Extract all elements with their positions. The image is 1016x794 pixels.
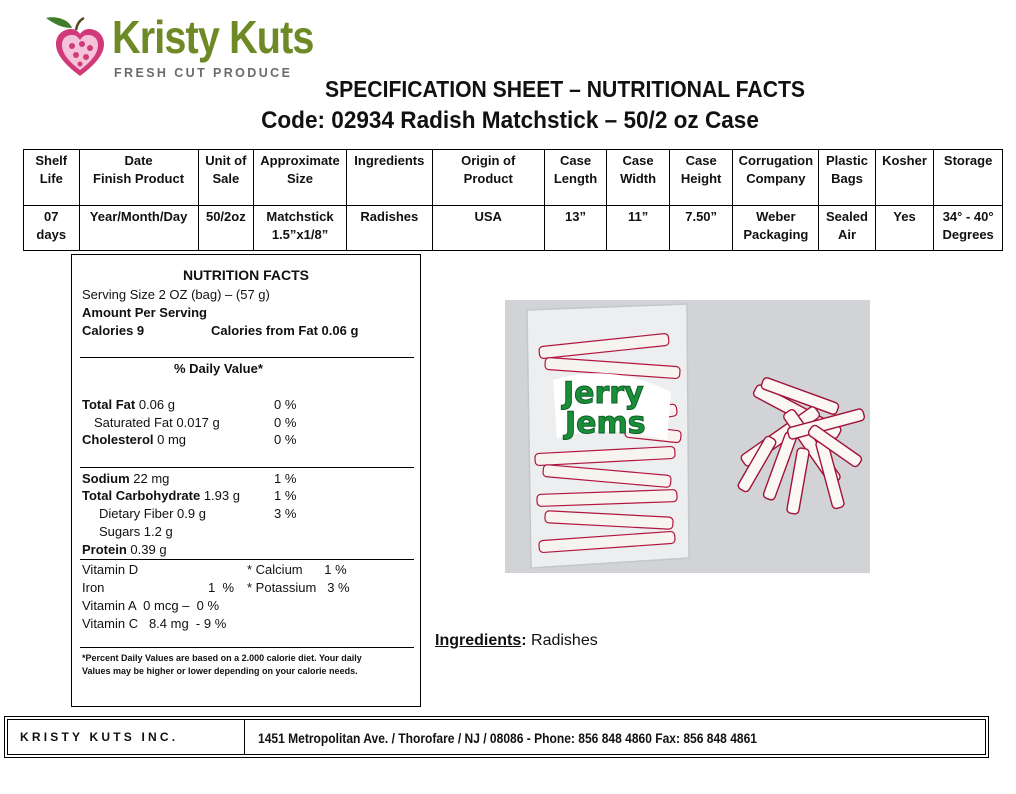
ingredients-value: Radishes <box>526 632 598 649</box>
spec-value-cell: 50/2oz <box>198 206 254 251</box>
saturated-fat: Saturated Fat 0.017 g <box>94 415 220 430</box>
total-carb-value: 1.93 g <box>200 488 240 503</box>
dietary-fiber-pct: 3 % <box>274 506 297 521</box>
ingredients-colon: : <box>521 632 527 649</box>
vitamin-d: Vitamin D <box>82 562 139 577</box>
divider <box>80 467 414 468</box>
calories-from-fat: Calories from Fat 0.06 g <box>211 323 359 338</box>
daily-value-header: % Daily Value* <box>174 361 263 376</box>
dietary-fiber: Dietary Fiber 0.9 g <box>99 506 206 521</box>
spec-header-cell: Plastic Bags <box>819 150 876 206</box>
spec-value-cell: 34° - 40° Degrees <box>934 206 1003 251</box>
total-carb-pct: 1 % <box>274 488 297 503</box>
heart-apple-icon <box>44 12 114 82</box>
product-photo <box>505 300 870 573</box>
sodium-value: 22 mg <box>129 471 170 486</box>
divider <box>80 357 414 358</box>
spec-value-cell: 7.50” <box>669 206 733 251</box>
calcium: * Calcium 1 % <box>247 562 347 577</box>
specification-table <box>23 149 1003 251</box>
protein-row <box>82 542 167 557</box>
protein-label: Protein <box>82 542 127 557</box>
spec-header-cell: Shelf Life <box>24 150 80 206</box>
saturated-fat-pct: 0 % <box>274 415 297 430</box>
spec-value-cell: USA <box>432 206 544 251</box>
spec-value-cell: Year/Month/Day <box>79 206 198 251</box>
spec-header-cell: Ingredients <box>346 150 432 206</box>
footer <box>7 719 986 755</box>
brand-tagline: FRESH CUT PRODUCE <box>114 66 293 80</box>
sodium-label: Sodium <box>82 471 130 486</box>
footnote-line-1: *Percent Daily Values are based on a 2.000 calorie diet. Your daily <box>82 653 362 663</box>
spec-value-cell: Yes <box>875 206 934 251</box>
total-carb-row <box>82 488 240 503</box>
divider <box>80 559 414 560</box>
serving-size: Serving Size 2 OZ (bag) – (57 g) <box>82 287 270 302</box>
total-carb-label: Total Carbohydrate <box>82 488 201 503</box>
spec-value-cell: 13” <box>544 206 607 251</box>
spec-value-cell: Sealed Air <box>819 206 876 251</box>
footer-company: KRISTY KUTS INC. <box>20 730 179 744</box>
spec-value-row <box>24 206 1003 251</box>
nutrition-title: NUTRITION FACTS <box>183 267 309 283</box>
vitamin-a: Vitamin A 0 mcg – 0 % <box>82 598 220 613</box>
spec-header-cell: Approximate Size <box>254 150 347 206</box>
total-fat-label: Total Fat <box>82 397 136 412</box>
footer-address: 1451 Metropolitan Ave. / Thorofare / NJ / 08086 - Phone: 856 848 4860 Fax: 856 848 4861 <box>258 730 758 746</box>
iron-pct: 1 % <box>208 580 235 595</box>
ingredients-line <box>435 632 598 650</box>
page-title: SPECIFICATION SHEET – NUTRITIONAL FACTS <box>324 76 806 102</box>
footnote-line-2: Values may be higher or lower depending on your calorie needs. <box>82 666 358 676</box>
product-code-title: Code: 02934 Radish Matchstick – 50/2 oz Case <box>261 107 759 134</box>
spec-value-cell: 11” <box>607 206 670 251</box>
amount-per-serving: Amount Per Serving <box>82 305 207 320</box>
ingredients-label: Ingredients <box>435 632 522 649</box>
brand-name: Kristy Kuts <box>112 11 314 63</box>
spec-value-cell: Radishes <box>346 206 432 251</box>
sodium-row <box>82 471 169 486</box>
sodium-pct: 1 % <box>274 471 297 486</box>
radish-package-image <box>505 300 870 573</box>
total-fat-row <box>82 397 175 412</box>
spec-header-cell: Case Length <box>544 150 607 206</box>
cholesterol-pct: 0 % <box>274 432 297 447</box>
spec-value-cell: 07 days <box>24 206 80 251</box>
package-label-line-1: Jerry <box>563 376 644 411</box>
potassium: * Potassium 3 % <box>247 580 350 595</box>
spec-header-cell: Date Finish Product <box>79 150 198 206</box>
nutrition-facts-panel <box>71 254 421 707</box>
spec-header-cell: Corrugation Company <box>733 150 819 206</box>
spec-header-cell: Origin of Product <box>432 150 544 206</box>
sugars: Sugars 1.2 g <box>99 524 173 539</box>
cholesterol-label: Cholesterol <box>82 432 154 447</box>
cholesterol-value: 0 mg <box>153 432 187 447</box>
calories: Calories 9 <box>82 323 145 338</box>
total-fat-value: 0.06 g <box>135 397 175 412</box>
spec-header-cell: Storage <box>934 150 1003 206</box>
spec-value-cell: Weber Packaging <box>733 206 819 251</box>
package-label-line-2: Jems <box>565 406 646 441</box>
spec-header-cell: Unit of Sale <box>198 150 254 206</box>
spec-value-cell: Matchstick 1.5”x1/8” <box>254 206 347 251</box>
divider <box>80 647 414 648</box>
spec-header-row <box>24 150 1003 206</box>
cholesterol-row <box>82 432 186 447</box>
total-fat-pct: 0 % <box>274 397 297 412</box>
footer-divider <box>244 720 245 754</box>
vitamin-c: Vitamin C 8.4 mg - 9 % <box>82 616 227 631</box>
iron: Iron <box>82 580 105 595</box>
spec-header-cell: Kosher <box>875 150 934 206</box>
protein-value: 0.39 g <box>126 542 167 557</box>
spec-header-cell: Case Width <box>607 150 670 206</box>
spec-header-cell: Case Height <box>669 150 733 206</box>
